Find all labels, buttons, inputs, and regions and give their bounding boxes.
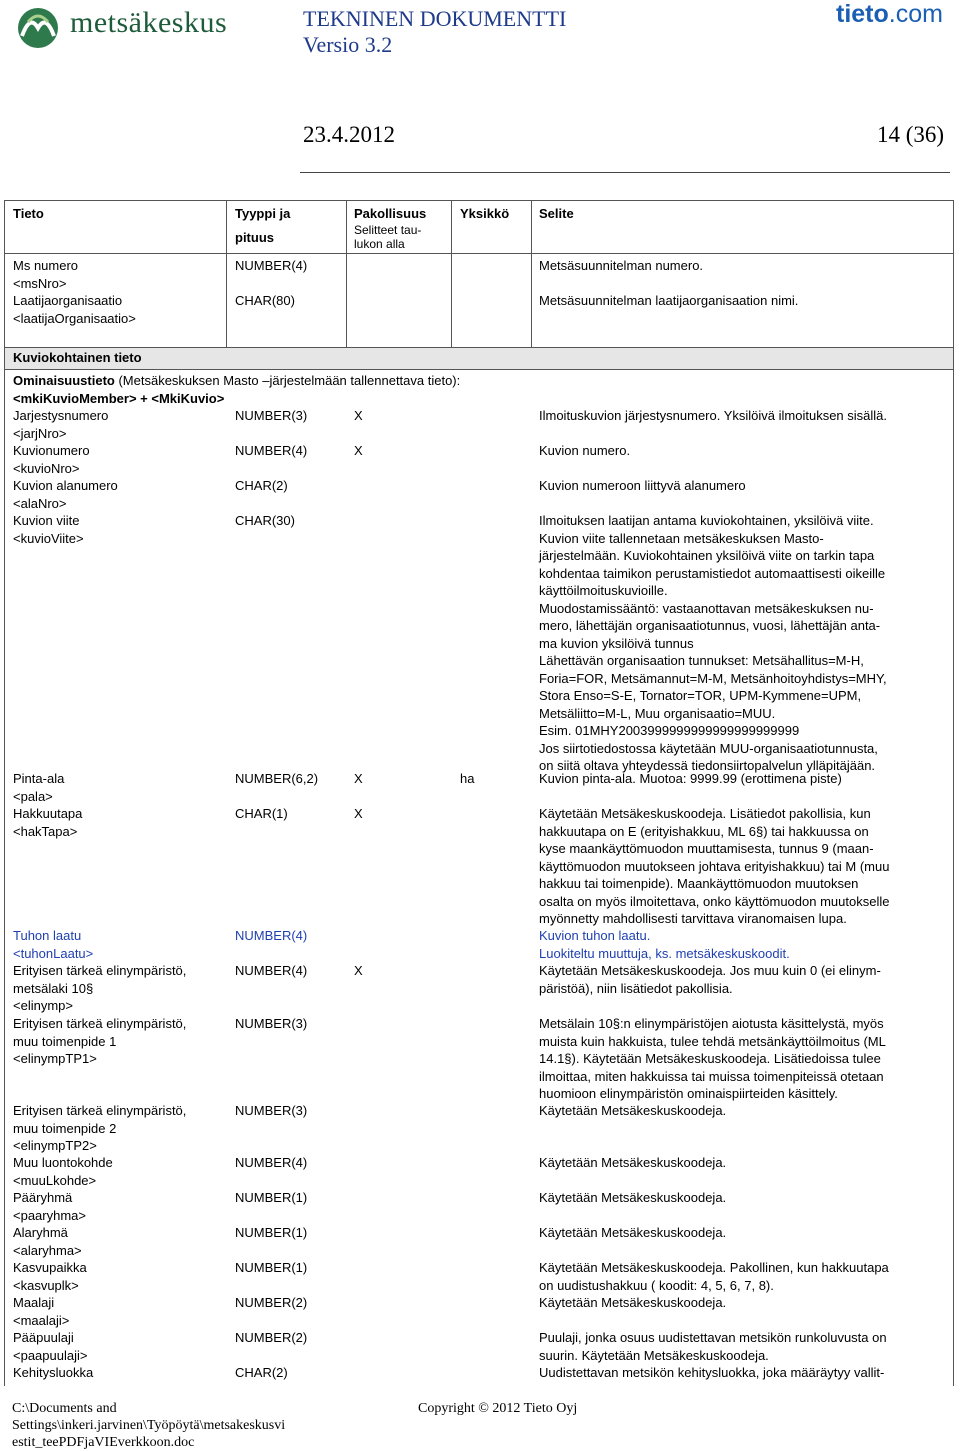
col-header-selite: Selite — [539, 206, 574, 221]
field-name: Erityisen tärkeä elinympäristö, — [13, 1016, 187, 1031]
field-name: Kasvupaikka — [13, 1260, 87, 1275]
field-description: kyse maankäyttömuodon muuttamisesta, tunnus 9 (maan- — [539, 841, 874, 856]
logo-text: metsäkeskus — [70, 6, 228, 39]
field-type: CHAR(2) — [235, 1365, 288, 1380]
field-type: NUMBER(3) — [235, 1103, 308, 1118]
field-description: kohdentaa taimikon perustamistiedot automaattisesti oikeille — [539, 565, 886, 581]
document-date: 23.4.2012 — [303, 122, 395, 147]
field-description: hakkuutapa on E (erityishakkuu, ML 6§) tai hakkuussa on — [539, 823, 869, 839]
field-description: Kuvion viite tallennetaan metsäkeskuksen Masto- — [539, 530, 824, 546]
field-name: <elinympTP2> — [13, 1138, 97, 1153]
field-name: <msNro> — [13, 275, 67, 291]
footer-path — [12, 1400, 285, 1451]
field-name: Pääpuulaji — [13, 1330, 74, 1345]
col-divider-3 — [451, 201, 452, 347]
section-subtitle-rest: (Metsäkeskuksen Masto –järjestelmään tallennettava tieto): — [114, 373, 461, 388]
field-type: NUMBER(3) — [235, 408, 308, 423]
field-unit: ha — [460, 771, 475, 786]
col-header-tyyppi-2: pituus — [235, 230, 274, 245]
field-type: NUMBER(2) — [235, 1330, 308, 1345]
field-description: Muodostamissääntö: vastaanottavan metsäkeskuksen nu- — [539, 600, 874, 616]
field-name: <elinympTP1> — [13, 1051, 97, 1066]
field-description: Käytetään Metsäkeskuskoodeja. Lisätiedot pakollisia, kun — [539, 806, 871, 821]
field-description: Käytetään Metsäkeskuskoodeja. — [539, 1190, 727, 1205]
section-subtitle-bold: Ominaisuustieto — [13, 373, 115, 388]
header-rule — [300, 172, 950, 173]
field-name: Jarjestysnumero — [13, 408, 109, 423]
col-divider-4 — [531, 201, 532, 347]
footer-copyright: Copyright © 2012 Tieto Oyj — [418, 1401, 578, 1416]
field-description: muista kuin hakkuista, tulee tehdä metsänkäyttöilmoitus (ML — [539, 1033, 886, 1049]
field-name: metsälaki 10§ — [13, 980, 94, 996]
field-name: <muuLkohde> — [13, 1172, 97, 1188]
field-type: CHAR(80) — [235, 293, 295, 308]
field-description: Luokiteltu muuttuja, ks. metsäkeskuskoodit. — [539, 945, 790, 961]
field-name: Maalaji — [13, 1295, 55, 1310]
field-description: Käytetään Metsäkeskuskoodeja. — [539, 1103, 727, 1118]
field-description: Metsäliitto=M-L, Muu organisaatio=MUU. — [539, 705, 776, 721]
field-description: osalta on myös ilmoitettava, onko käyttömuodon muutokselle — [539, 893, 890, 909]
field-table — [4, 200, 954, 1386]
field-name: Hakkuutapa — [13, 806, 83, 821]
field-name: <kuvioNro> — [13, 460, 80, 476]
field-required: X — [354, 408, 363, 423]
field-name: <pala> — [13, 788, 53, 804]
field-description: Käytetään Metsäkeskuskoodeja. Pakollinen, kun hakkuutapa — [539, 1260, 889, 1275]
field-description: Puulaji, jonka osuus uudistettavan metsikön runkoluvusta on — [539, 1330, 887, 1345]
field-name: Erityisen tärkeä elinympäristö, — [13, 963, 187, 978]
field-description: Lähettävän organisaation tunnukset: Metsähallitus=M-H, — [539, 653, 864, 668]
field-name: Ms numero — [13, 258, 79, 273]
field-description: Käytetään Metsäkeskuskoodeja. — [539, 1225, 727, 1240]
section-member: <mkiKuvioMember> + <MkiKuvio> — [13, 391, 225, 406]
field-description: suurin. Käytetään Metsäkeskuskoodeja. — [539, 1347, 769, 1363]
col-header-tieto: Tieto — [13, 206, 44, 221]
field-description: Stora Enso=S-E, Tornator=TOR, UPM-Kymmene=UPM, — [539, 688, 862, 703]
field-required: X — [354, 771, 363, 786]
field-description: on uudistushakkuu ( koodit: 4, 5, 6, 7, 8). — [539, 1277, 774, 1293]
col-header-pakollisuus-note-2: lukon alla — [354, 237, 405, 251]
doc-version: Versio 3.2 — [303, 32, 393, 57]
field-name: Pinta-ala — [13, 771, 65, 786]
field-type: CHAR(1) — [235, 806, 288, 821]
doc-title: TEKNINEN DOKUMENTTI — [303, 6, 567, 31]
document-title — [303, 6, 566, 58]
field-name: Tuhon laatu — [13, 928, 82, 943]
field-name: muu toimenpide 2 — [13, 1120, 117, 1136]
field-type: NUMBER(4) — [235, 258, 308, 273]
field-type: CHAR(2) — [235, 478, 288, 493]
field-required: X — [354, 443, 363, 458]
field-description: Uudistettavan metsikön kehitysluokka, joka määräytyy vallit- — [539, 1365, 885, 1380]
field-name: Alaryhmä — [13, 1225, 68, 1240]
field-description: Kuvion tuhon laatu. — [539, 928, 651, 943]
footer-path-line: estit_teePDFjaVIEverkkoon.doc — [12, 1435, 195, 1450]
field-type: NUMBER(4) — [235, 443, 308, 458]
field-description: huomioon elinympäristön ominaispiirteiden käsittely. — [539, 1086, 838, 1101]
field-description: Kuvion numero. — [539, 443, 631, 458]
field-description: ilmoittaa, miten hakkuissa tai muissa toimenpiteissä otetaan — [539, 1068, 884, 1084]
field-name: Kuvion viite — [13, 513, 80, 528]
field-description: käyttömuodon muutokseen johtava erityishakkuu) tai M (muu — [539, 858, 890, 874]
field-name: <kuvioViite> — [13, 530, 84, 546]
section-title: Kuviokohtainen tieto — [13, 350, 142, 365]
field-description: hakkuu tai toimenpide). Maankäyttömuodon muutoksen — [539, 876, 859, 891]
field-description: järjestelmään. Kuviokohtainen yksilöivä viite on tarkin tapa — [539, 548, 875, 563]
col-header-yksikko: Yksikkö — [460, 206, 510, 221]
footer-path-line: C:\Documents and — [12, 1401, 117, 1416]
field-name: <tuhonLaatu> — [13, 945, 94, 961]
field-type: NUMBER(3) — [235, 1016, 308, 1031]
field-description: Kuvion pinta-ala. Muotoa: 9999.99 (erottimena piste) — [539, 771, 842, 786]
field-name: Muu luontokohde — [13, 1155, 113, 1170]
col-divider-1 — [226, 201, 227, 347]
field-name: <hakTapa> — [13, 823, 78, 839]
field-name: Laatijaorganisaatio — [13, 293, 123, 308]
field-description: myönnetty mahdollisesti tarvittava viranomaisen lupa. — [539, 911, 847, 926]
field-type: CHAR(30) — [235, 513, 295, 528]
tieto-logo-main: tieto — [836, 0, 889, 28]
field-name: <alaNro> — [13, 495, 67, 511]
field-type: NUMBER(1) — [235, 1260, 308, 1275]
field-type: NUMBER(2) — [235, 1295, 308, 1310]
col-header-pakollisuus: Pakollisuus — [354, 206, 427, 221]
field-description: Metsäsuunnitelman laatijaorganisaation nimi. — [539, 293, 799, 308]
field-name: Kuvionumero — [13, 443, 90, 458]
field-name: Pääryhmä — [13, 1190, 73, 1205]
field-name: <elinymp> — [13, 998, 73, 1013]
tieto-logo-suffix: .com — [888, 0, 943, 28]
header-divider — [5, 253, 953, 254]
field-name: <paapuulaji> — [13, 1347, 88, 1363]
section-band — [5, 347, 953, 369]
section-top-divider — [5, 347, 953, 348]
section-subtitle — [13, 372, 460, 390]
footer-path-line: Settings\inkeri.jarvinen\Työpöytä\metsakeskusvi — [12, 1418, 286, 1433]
field-type: NUMBER(1) — [235, 1190, 308, 1205]
field-name: muu toimenpide 1 — [13, 1033, 117, 1049]
field-name: <laatijaOrganisaatio> — [13, 310, 136, 326]
field-type: NUMBER(4) — [235, 928, 308, 943]
field-name: <jarjNro> — [13, 425, 67, 441]
field-required: X — [354, 963, 363, 978]
field-name: Kehitysluokka — [13, 1365, 94, 1380]
field-name: <alaryhma> — [13, 1242, 82, 1258]
field-description: Metsälain 10§:n elinympäristöjen aiotusta käsittelystä, myös — [539, 1016, 884, 1031]
tieto-logo — [836, 0, 943, 29]
field-description: Metsäsuunnitelman numero. — [539, 258, 704, 273]
field-name: <maalaji> — [13, 1312, 70, 1328]
field-description: 14.1§). Käytetään Metsäkeskuskoodeja. Lisätiedoissa tulee — [539, 1051, 881, 1066]
field-type: NUMBER(6,2) — [235, 771, 319, 786]
field-description: Esim. 01MHY2003999999999999999999999 — [539, 723, 800, 738]
field-type: NUMBER(4) — [235, 1155, 308, 1170]
field-description: Kuvion numeroon liittyvä alanumero — [539, 478, 746, 493]
field-description: Käytetään Metsäkeskuskoodeja. Jos muu kuin 0 (ei elinym- — [539, 963, 881, 978]
field-description: on siitä oltava yhteydessä tiedonsiirtopalvelun ylläpitäjään. — [539, 758, 876, 773]
field-name: Kuvion alanumero — [13, 478, 118, 493]
col-header-pakollisuus-note-1: Selitteet tau- — [354, 223, 422, 237]
field-description: Käytetään Metsäkeskuskoodeja. — [539, 1155, 727, 1170]
field-description: mero, lähettäjän organisaatiotunnus, vuosi, lähettäjän anta- — [539, 618, 881, 633]
field-description: Käytetään Metsäkeskuskoodeja. — [539, 1295, 727, 1310]
field-type: NUMBER(4) — [235, 963, 308, 978]
page-number: 14 (36) — [877, 122, 945, 147]
field-description: ma kuvion yksilöivä tunnus — [539, 635, 694, 651]
field-description: Jos siirtotiedostossa käytetään MUU-organisaatiotunnusta, — [539, 740, 878, 756]
field-description: käyttöilmoituskuvioille. — [539, 583, 668, 598]
field-description: Ilmoituskuvion järjestysnumero. Yksilöivä ilmoituksen sisällä. — [539, 408, 888, 423]
section-bottom-divider — [5, 369, 953, 370]
field-name: <paaryhma> — [13, 1207, 86, 1223]
field-required: X — [354, 806, 363, 821]
field-description: Foria=FOR, Metsämannut=M-M, Metsänhoitoyhdistys=MHY, — [539, 670, 887, 686]
field-name: Erityisen tärkeä elinympäristö, — [13, 1103, 187, 1118]
col-header-tyyppi-1: Tyyppi ja — [235, 206, 291, 221]
field-type: NUMBER(1) — [235, 1225, 308, 1240]
field-description: päristöä), niin lisätiedot pakollisia. — [539, 980, 733, 996]
field-description: Ilmoituksen laatijan antama kuviokohtainen, yksilöivä viite. — [539, 513, 874, 528]
col-divider-2 — [346, 201, 347, 347]
field-name: <kasvuplk> — [13, 1277, 79, 1293]
